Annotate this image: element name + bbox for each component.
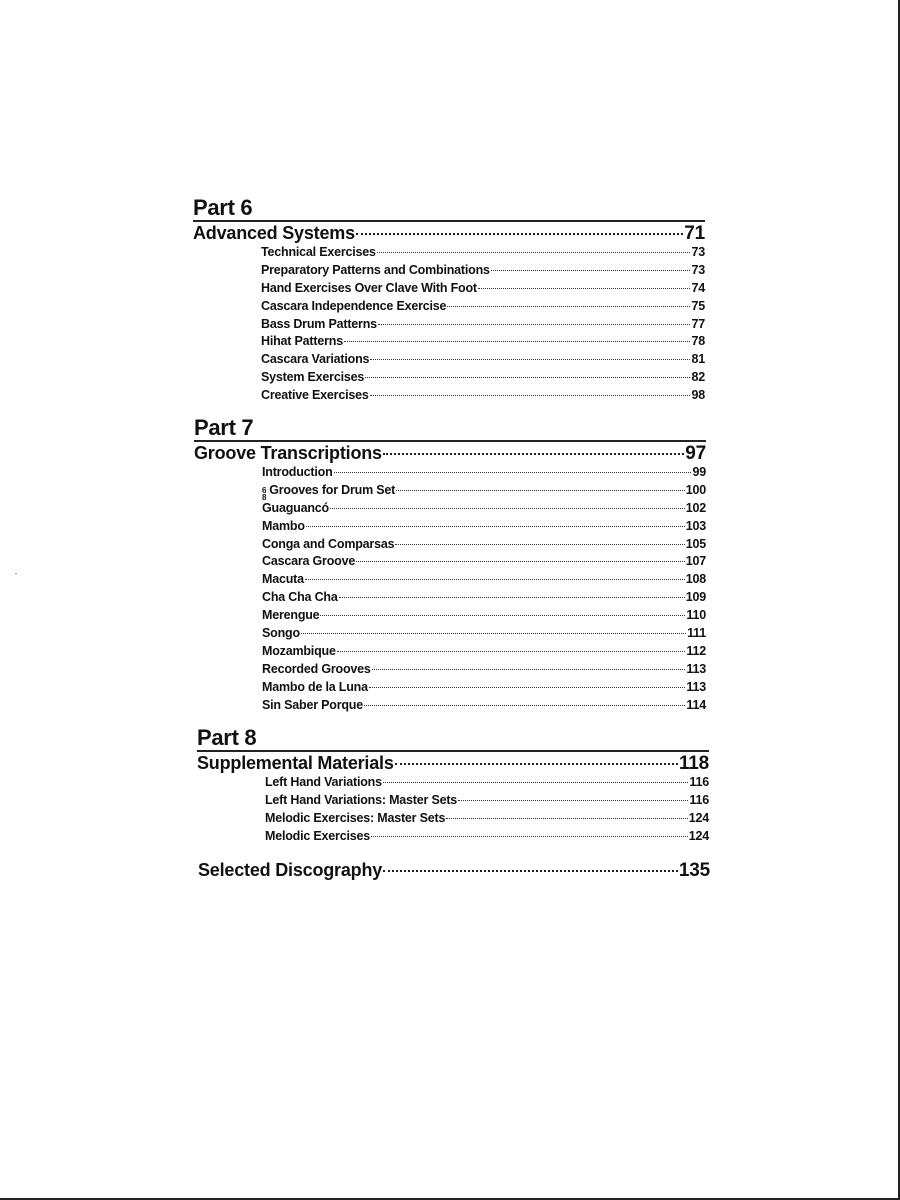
toc-entry-title: Left Hand Variations: Master Sets <box>265 792 458 807</box>
dot-leader <box>356 233 683 235</box>
toc-entry-page: 78 <box>691 334 705 349</box>
toc-entry[interactable] <box>262 571 706 589</box>
part-heading: Part 7 <box>194 417 706 442</box>
dot-leader <box>447 306 690 307</box>
dot-leader <box>337 651 686 652</box>
dot-leader <box>370 359 690 360</box>
toc-entry-title: Conga and Comparsas <box>262 536 395 551</box>
dot-leader <box>371 836 688 837</box>
toc-sub-list <box>193 244 705 405</box>
toc-entry-title: Preparatory Patterns and Combinations <box>261 262 490 277</box>
toc-entry[interactable] <box>265 810 709 828</box>
scan-speck <box>15 573 17 574</box>
toc-main-page: 97 <box>685 443 706 464</box>
toc-main-page: 71 <box>684 223 705 244</box>
toc-sub-list <box>197 774 709 846</box>
toc-entry[interactable] <box>261 280 705 298</box>
toc-entry-page: 105 <box>685 536 706 551</box>
toc-entry[interactable] <box>261 244 705 262</box>
part-8-section <box>197 727 709 846</box>
toc-entry-page: 103 <box>685 518 706 533</box>
toc-entry-page: 98 <box>691 388 705 403</box>
toc-entry[interactable] <box>265 792 709 810</box>
toc-entry[interactable] <box>262 500 706 518</box>
dot-leader <box>383 453 684 455</box>
toc-main-title: Selected Discography <box>198 860 383 880</box>
toc-entry-title: Cha Cha Cha <box>262 590 338 605</box>
toc-entry-page: 114 <box>686 697 706 712</box>
toc-entry[interactable] <box>261 369 705 387</box>
dot-leader <box>356 561 685 562</box>
toc-entry-page: 75 <box>691 298 705 313</box>
toc-entry[interactable] <box>262 464 706 482</box>
toc-entry[interactable] <box>262 607 706 625</box>
dot-leader <box>344 341 691 342</box>
part-6-section <box>193 197 705 405</box>
dot-leader <box>478 288 691 289</box>
toc-entry-title: Mambo <box>262 518 305 533</box>
toc-entry-title: Sin Saber Porque <box>262 697 363 712</box>
dot-leader <box>383 782 689 783</box>
dot-leader <box>378 324 691 325</box>
toc-entry[interactable] <box>262 661 706 679</box>
toc-entry-title: Creative Exercises <box>261 388 369 403</box>
toc-entry-title: Mambo de la Luna <box>262 679 368 694</box>
toc-entry-title: Cascara Variations <box>261 352 370 367</box>
toc-entry-title: Hand Exercises Over Clave With Foot <box>261 280 477 295</box>
dot-leader <box>306 526 685 527</box>
toc-entry[interactable] <box>261 316 705 334</box>
toc-entry-page: 124 <box>688 810 709 825</box>
part-7-section <box>194 417 706 714</box>
toc-main-page: 135 <box>678 860 710 881</box>
toc-entry-title: Bass Drum Patterns <box>261 316 377 331</box>
dot-leader <box>339 597 685 598</box>
toc-entry-title: Macuta <box>262 572 304 587</box>
time-signature-top: 6 <box>262 485 267 495</box>
toc-entry-page: 109 <box>685 590 706 605</box>
toc-entry[interactable] <box>262 553 706 571</box>
toc-entry-title: Songo <box>262 626 300 641</box>
toc-entry[interactable] <box>262 536 706 554</box>
toc-main-entry[interactable] <box>194 442 706 464</box>
toc-entry-page: 102 <box>685 500 706 515</box>
toc-main-entry[interactable] <box>193 222 705 244</box>
dot-leader <box>458 800 688 801</box>
dot-leader <box>364 705 685 706</box>
toc-entry-page: 124 <box>688 828 709 843</box>
toc-entry[interactable] <box>262 679 706 697</box>
toc-entry[interactable] <box>262 643 706 661</box>
toc-entry-title: Grooves for Drum Set <box>269 482 396 497</box>
time-signature-bottom: 8 <box>262 492 267 502</box>
toc-main-entry[interactable] <box>197 752 709 774</box>
toc-entry-page: 113 <box>686 679 706 694</box>
part-heading: Part 6 <box>193 197 705 222</box>
toc-entry-page: 77 <box>691 316 705 331</box>
toc-entry[interactable] <box>262 518 706 536</box>
toc-entry-page: 82 <box>691 370 705 385</box>
dot-leader <box>491 270 691 271</box>
toc-entry-page: 107 <box>685 554 706 569</box>
toc-entry-page: 110 <box>686 608 706 623</box>
toc-entry[interactable] <box>261 262 705 280</box>
toc-entry-page: 108 <box>685 572 706 587</box>
dot-leader <box>370 395 691 396</box>
dot-leader <box>396 490 685 491</box>
toc-entry-title: Technical Exercises <box>261 245 376 259</box>
toc-entry-title: Cascara Groove <box>262 554 356 569</box>
toc-main-title: Supplemental Materials <box>197 753 394 773</box>
toc-entry[interactable] <box>265 774 709 792</box>
dot-leader <box>305 579 685 580</box>
toc-entry-title: Introduction <box>262 465 333 479</box>
toc-entry-title: Left Hand Variations <box>265 775 382 789</box>
toc-entry-page: 74 <box>691 280 705 295</box>
part-heading: Part 8 <box>197 727 709 752</box>
toc-entry[interactable] <box>262 589 706 607</box>
dot-leader <box>383 870 678 872</box>
time-signature <box>262 487 266 501</box>
toc-entry[interactable] <box>262 697 706 715</box>
dot-leader <box>377 252 691 253</box>
dot-leader <box>372 669 686 670</box>
dot-leader <box>369 687 686 688</box>
toc-main-page: 118 <box>678 753 709 774</box>
dot-leader <box>446 818 688 819</box>
toc-entry-page: 73 <box>691 262 705 277</box>
toc-entry-title: Melodic Exercises <box>265 828 370 843</box>
dot-leader <box>395 763 678 765</box>
toc-entry-title: Cascara Independence Exercise <box>261 298 447 313</box>
toc-entry-page: 111 <box>687 626 706 641</box>
toc-entry-page: 113 <box>686 661 706 676</box>
dot-leader <box>330 508 685 509</box>
toc-entry-page: 112 <box>686 643 706 658</box>
toc-main-entry[interactable] <box>198 859 710 881</box>
toc-entry-title: Hihat Patterns <box>261 334 343 349</box>
toc-entry-title: Guaguancó <box>262 500 329 515</box>
toc-entry-title: Merengue <box>262 608 320 623</box>
toc-main-title: Groove Transcriptions <box>194 443 382 463</box>
toc-entry[interactable] <box>265 828 709 846</box>
toc-entry-page: 73 <box>691 245 705 259</box>
toc-entry[interactable] <box>262 625 706 643</box>
toc-main-title: Advanced Systems <box>193 223 355 243</box>
toc-entry-page: 116 <box>689 775 709 789</box>
discography-section <box>198 859 710 881</box>
toc-entry-title: Melodic Exercises: Master Sets <box>265 810 446 825</box>
dot-leader <box>395 544 684 545</box>
toc-entry-title: Mozambique <box>262 643 336 658</box>
toc-entry-page: 100 <box>685 482 706 497</box>
dot-leader <box>334 472 692 473</box>
dot-leader <box>320 615 685 616</box>
toc-entry[interactable] <box>261 387 705 405</box>
toc-entry[interactable] <box>261 351 705 369</box>
toc-entry-title: System Exercises <box>261 370 365 385</box>
toc-entry[interactable] <box>262 482 706 500</box>
toc-entry-page: 81 <box>691 352 705 367</box>
dot-leader <box>365 377 690 378</box>
toc-entry[interactable] <box>261 333 705 351</box>
toc-entry-title: Recorded Grooves <box>262 661 371 676</box>
toc-entry-page: 99 <box>692 465 706 479</box>
toc-sub-list <box>194 464 706 714</box>
toc-entry[interactable] <box>261 298 705 316</box>
toc-entry-page: 116 <box>689 792 709 807</box>
dot-leader <box>301 633 686 634</box>
